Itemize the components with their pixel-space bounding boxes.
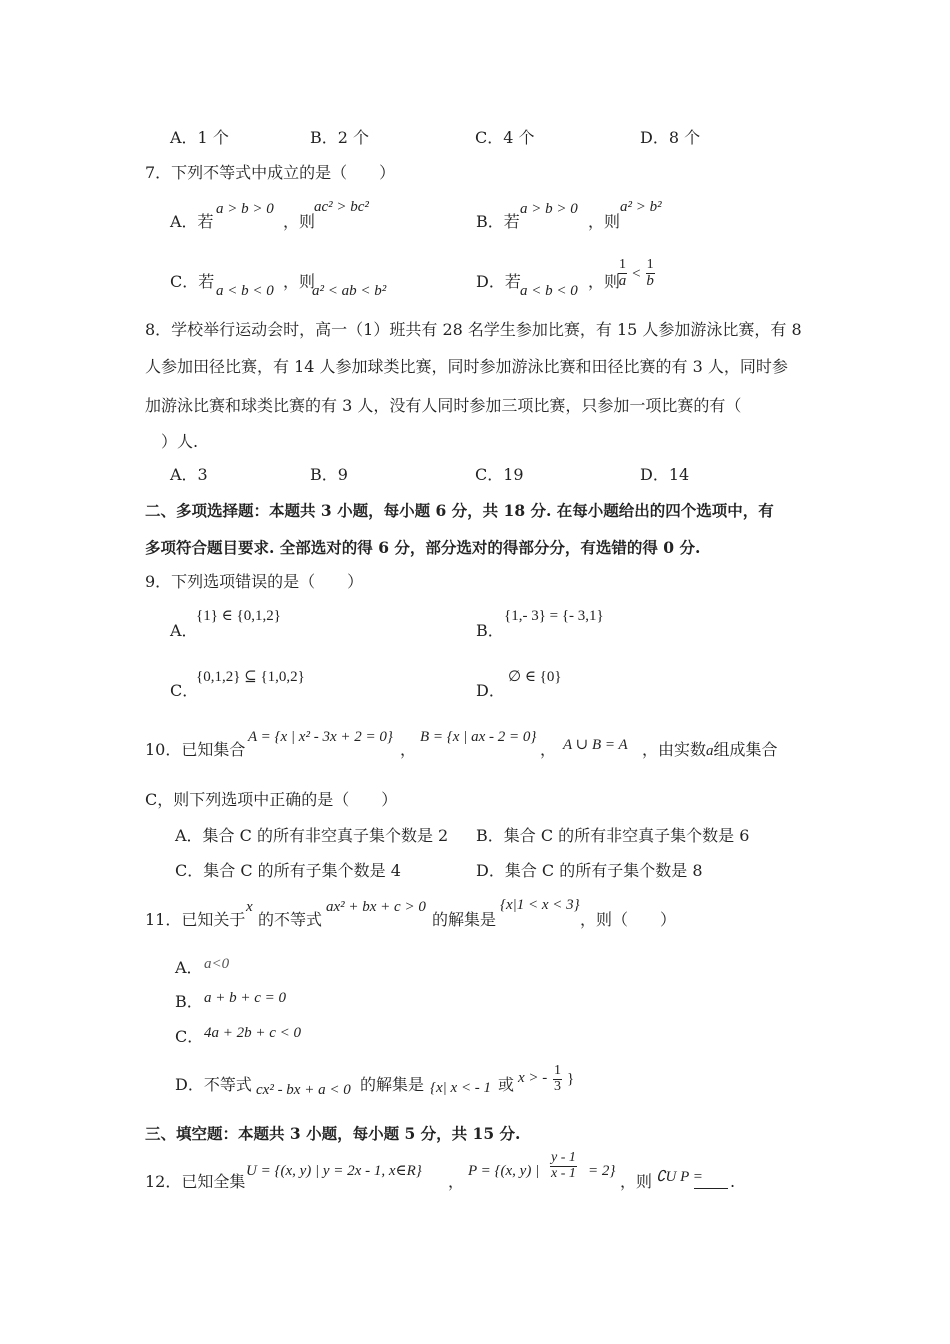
q12-comma: ， bbox=[448, 1172, 465, 1191]
q11-d-or: 或 bbox=[498, 1075, 515, 1094]
q8-option-a: A．3 bbox=[170, 465, 208, 484]
q11-d-frac-den: 3 bbox=[554, 1078, 561, 1094]
q10-set-a: A = {x | x² - 3x + 2 = 0} bbox=[248, 729, 393, 745]
q12-frac-num: y - 1 bbox=[551, 1150, 576, 1165]
q11-stem-mid2: 的解集是 bbox=[432, 910, 497, 929]
q11-stem-start: 11．已知关于 bbox=[145, 910, 246, 929]
q7-d-then: ，则 bbox=[588, 272, 621, 291]
q8-option-b: B．9 bbox=[310, 465, 348, 484]
q11-b-expr: a + b + c = 0 bbox=[204, 990, 287, 1006]
q10-option-a: A．集合 C 的所有非空真子集个数是 2 bbox=[175, 826, 449, 845]
q6-option-d: D．8 个 bbox=[640, 128, 701, 147]
q9-b-expr: {1,- 3} = {- 3,1} bbox=[504, 608, 604, 624]
q7-stem: 7．下列不等式中成立的是（ ） bbox=[145, 163, 396, 182]
q7-a-cond: a > b > 0 bbox=[216, 201, 274, 217]
q10-option-b: B．集合 C 的所有非空真子集个数是 6 bbox=[476, 826, 750, 845]
q9-stem: 9．下列选项错误的是（ ） bbox=[145, 572, 364, 591]
q7-c-result: a² < ab < b² bbox=[312, 283, 387, 299]
q11-a-expr: a<0 bbox=[204, 956, 230, 972]
q9-a-expr: {1} ∈ {0,1,2} bbox=[196, 608, 281, 624]
q8-option-d: D．14 bbox=[640, 465, 690, 484]
q10-set-b: B = {x | ax - 2 = 0} bbox=[420, 729, 537, 745]
q7-d-frac2: $\frac{1}{b}$ bbox=[646, 257, 654, 289]
q11-b-label: B． bbox=[175, 992, 203, 1011]
q8-line1: 8．学校举行运动会时，高一（1）班共有 28 名学生参加比赛，有 15 人参加游泳比赛，有 8 bbox=[145, 320, 802, 339]
q7-b-label: B．若 bbox=[476, 212, 520, 231]
q10-comma1: ， bbox=[400, 740, 417, 759]
q10-var-a: a bbox=[706, 743, 714, 759]
q12-answer-blank[interactable] bbox=[694, 1174, 728, 1192]
q8-option-c: C．19 bbox=[475, 465, 524, 484]
q9-d-expr: ∅ ∈ {0} bbox=[508, 669, 562, 685]
q11-solution-set: {x|1 < x < 3} bbox=[500, 897, 580, 913]
q12-complement: ∁U P = bbox=[656, 1169, 703, 1185]
q10-union: A ∪ B = A bbox=[563, 737, 628, 753]
q11-c-expr: 4a + 2b + c < 0 bbox=[204, 1025, 302, 1041]
q7-d-frac1: $\frac{1}{a}$ bbox=[618, 257, 627, 289]
q12-frac-den: x - 1 bbox=[551, 1165, 576, 1181]
q11-d-start: D．不等式 bbox=[175, 1075, 252, 1094]
section2-heading-line1: 二、多项选择题：本题共 3 小题，每小题 6 分，共 18 分. 在每小题给出的四个选项中，有 bbox=[145, 501, 774, 520]
q12-end: . bbox=[730, 1172, 736, 1191]
q9-a-label: A． bbox=[170, 621, 198, 640]
q7-d-cond: a < b < 0 bbox=[520, 283, 578, 299]
q7-b-cond: a > b > 0 bbox=[520, 201, 578, 217]
q10-stem-mid: ，由实数a组成集合 bbox=[642, 740, 778, 759]
q11-var-x: x bbox=[246, 899, 253, 915]
q9-c-expr: {0,1,2} ⊆ {1,0,2} bbox=[196, 669, 305, 685]
q11-inequality: ax² + bx + c > 0 bbox=[326, 899, 426, 915]
q10-option-c: C．集合 C 的所有子集个数是 4 bbox=[175, 861, 401, 880]
q8-line3: 加游泳比赛和球类比赛的有 3 人，没有人同时参加三项比赛，只参加一项比赛的有（ bbox=[145, 396, 742, 415]
q7-d-less-than: < bbox=[632, 266, 641, 283]
q8-line4: ）人. bbox=[145, 432, 199, 451]
q10-stem-line2: C，则下列选项中正确的是（ ） bbox=[145, 790, 398, 809]
q11-d-close: } bbox=[567, 1071, 575, 1087]
q10-option-d: D．集合 C 的所有子集个数是 8 bbox=[476, 861, 703, 880]
q11-d-frac-num: 1 bbox=[554, 1063, 561, 1078]
q11-d-inequality: cx² - bx + a < 0 bbox=[256, 1082, 351, 1098]
q12-set-p-right: = 2} bbox=[588, 1163, 616, 1179]
section2-heading-line2: 多项符合题目要求. 全部选对的得 6 分，部分选对的得部分分，有选错的得 0 分. bbox=[145, 538, 701, 557]
q10-stem-start: 10．已知集合 bbox=[145, 740, 246, 759]
q9-b-label: B． bbox=[476, 621, 504, 640]
q11-d-fraction bbox=[553, 1064, 562, 1094]
q12-set-p-left: P = {(x, y) | bbox=[468, 1163, 540, 1179]
q11-d-mid: 的解集是 bbox=[360, 1075, 425, 1094]
q12-stem-start: 12．已知全集 bbox=[145, 1172, 246, 1191]
q7-c-label: C．若 bbox=[170, 272, 215, 291]
q12-then: ，则 bbox=[620, 1172, 653, 1191]
q12-set-u: U = {(x, y) | y = 2x - 1, x∈R} bbox=[246, 1163, 422, 1179]
q12-set-p-fraction bbox=[550, 1151, 577, 1181]
q7-d-fraction-expr bbox=[618, 258, 655, 289]
q11-a-label: A． bbox=[175, 958, 203, 977]
q9-d-label: D． bbox=[476, 681, 505, 700]
q11-d-set-part2: x > - bbox=[518, 1070, 548, 1086]
q6-option-b: B．2 个 bbox=[310, 128, 370, 147]
q9-c-label: C． bbox=[170, 681, 199, 700]
q11-c-label: C． bbox=[175, 1027, 204, 1046]
q7-b-then: ，则 bbox=[588, 212, 621, 231]
q7-a-result: ac² > bc² bbox=[314, 199, 369, 215]
q7-c-then: ，则 bbox=[283, 272, 316, 291]
q7-b-result: a² > b² bbox=[620, 199, 662, 215]
q6-option-a: A．1 个 bbox=[170, 128, 229, 147]
q11-stem-mid: 的不等式 bbox=[258, 910, 323, 929]
q8-line2: 人参加田径比赛，有 14 人参加球类比赛，同时参加游泳比赛和田径比赛的有 3 人，同时参 bbox=[145, 357, 788, 376]
q10-comma2: ， bbox=[540, 740, 557, 759]
section3-heading: 三、填空题：本题共 3 小题，每小题 5 分，共 15 分. bbox=[145, 1124, 521, 1143]
q7-d-label: D．若 bbox=[476, 272, 521, 291]
q7-a-then: ，则 bbox=[283, 212, 316, 231]
q6-option-c: C．4 个 bbox=[475, 128, 535, 147]
q7-c-cond: a < b < 0 bbox=[216, 283, 274, 299]
q11-d-set-part1: {x| x < - 1 bbox=[430, 1080, 492, 1096]
q7-a-label: A．若 bbox=[170, 212, 214, 231]
q11-stem-end: ，则（ ） bbox=[580, 910, 677, 929]
